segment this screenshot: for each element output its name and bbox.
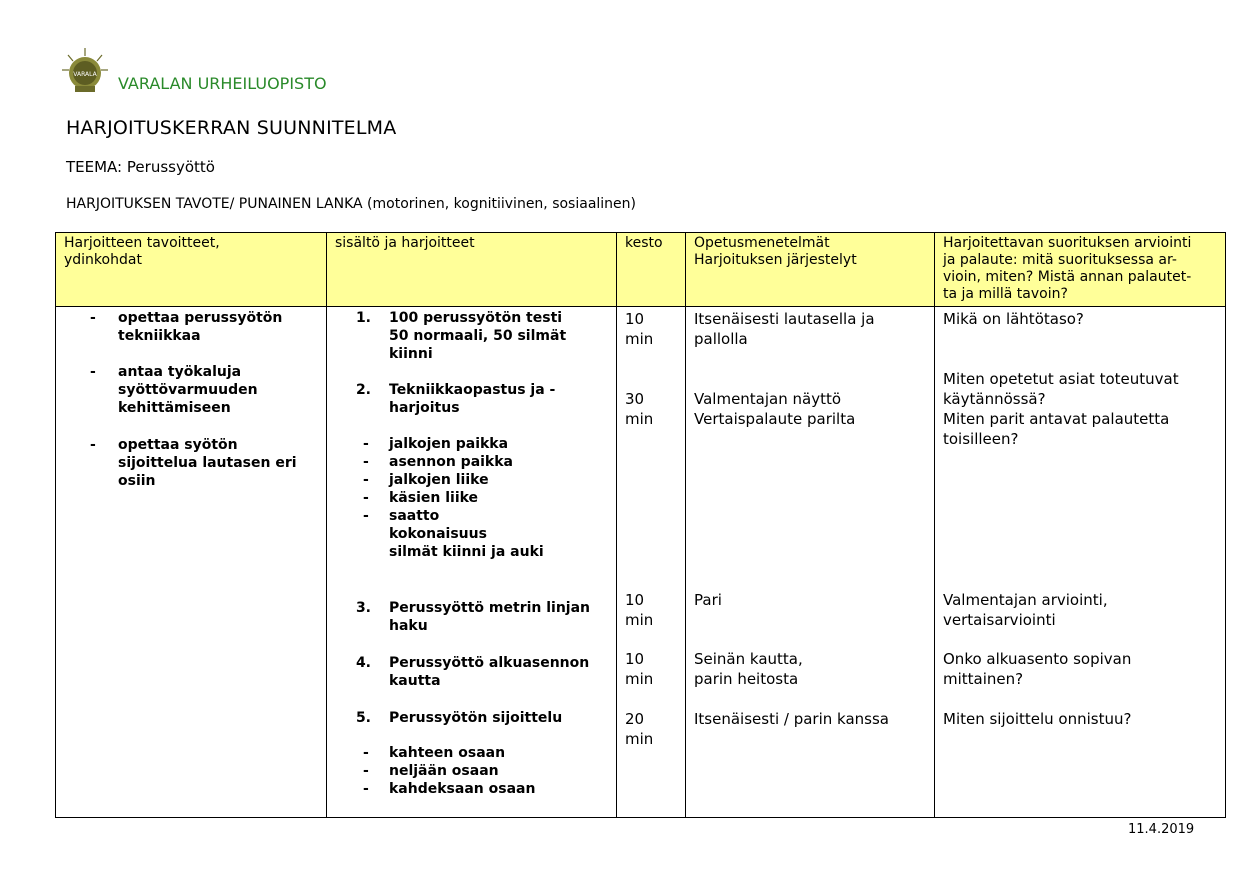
duration-value: 10 min	[625, 591, 654, 629]
table-header-row	[56, 233, 1226, 307]
header-methods: Opetusmenetelmät Harjoituksen järjestelyt	[686, 233, 935, 307]
method-text: Seinän kautta, parin heitosta	[694, 650, 803, 688]
exercise-item: 3. Perussyöttö metrin linjan haku	[355, 600, 591, 634]
header-goals: Harjoitteen tavoitteet, ydinkohdat	[56, 233, 327, 307]
organization-name: VARALAN URHEILUOPISTO	[118, 74, 327, 93]
header-assessment: Harjoitettavan suorituksen arviointi ja palaute: mitä suorituksessa ar- vioin, miten? Mistä annan palautet- ta ja millä tavoin?	[935, 233, 1226, 307]
duration-value: 30 min	[625, 390, 654, 428]
placement-list	[363, 744, 535, 798]
logo-text: VARALA	[73, 71, 97, 78]
exercise-item: 5. Perussyötön sijoittelu	[355, 710, 563, 726]
assessment-text: Mikä on lähtötaso?	[943, 310, 1084, 328]
placement-item: - kahteen osaan	[363, 745, 506, 761]
exercise-item: 4. Perussyöttö alkuasennon kautta	[355, 655, 590, 689]
duration-value: 20 min	[625, 710, 654, 748]
exercise-item: 1. 100 perussyötön testi 50 normaali, 50 silmät kiinni	[355, 310, 567, 362]
exercise-item: 2. Tekniikkaopastus ja - harjoitus	[355, 382, 556, 416]
technique-item: kokonaisuus	[389, 526, 487, 542]
technique-item: - asennon paikka	[363, 454, 514, 470]
technique-item: - käsien liike	[363, 490, 479, 506]
assessment-text: Onko alkuasento sopivan mittainen?	[943, 650, 1132, 688]
method-text: Itsenäisesti lautasella ja pallolla	[694, 310, 875, 348]
method-text: Valmentajan näyttö Vertaispalaute parilta	[694, 390, 856, 428]
technique-item: - saatto	[363, 508, 440, 524]
placement-item: - kahdeksaan osaan	[363, 781, 536, 797]
theme-value: Perussyöttö	[126, 158, 215, 176]
document-title: HARJOITUSKERRAN SUUNNITELMA	[66, 117, 397, 139]
assessment-cell	[935, 307, 1226, 818]
goal-item: - opettaa perussyötön tekniikkaa	[90, 310, 283, 344]
goals-cell	[56, 307, 327, 818]
theme-label: TEEMA:	[66, 158, 123, 176]
footer-date: 11.4.2019	[1128, 822, 1195, 837]
technique-list	[363, 435, 544, 561]
header-duration: kesto	[617, 233, 686, 307]
training-plan-table	[55, 232, 1226, 818]
goal-line: HARJOITUKSEN TAVOTE/ PUNAINEN LANKA (motorinen, kognitiivinen, sosiaalinen)	[66, 196, 637, 212]
technique-item: - jalkojen paikka	[363, 436, 509, 452]
duration-cell	[617, 307, 686, 818]
assessment-text: Valmentajan arviointi, vertaisarviointi	[943, 591, 1108, 629]
goal-item: - opettaa syötön sijoittelua lautasen eri osiin	[90, 437, 297, 489]
method-text: Pari	[694, 591, 722, 609]
theme-line	[66, 158, 215, 176]
duration-value: 10 min	[625, 650, 654, 688]
duration-value: 10 min	[625, 310, 654, 348]
assessment-text: Miten sijoittelu onnistuu?	[943, 710, 1132, 728]
method-text: Itsenäisesti / parin kanssa	[694, 710, 889, 728]
methods-cell	[686, 307, 935, 818]
goal-item: - antaa työkaluja syöttövarmuuden kehittämiseen	[90, 364, 258, 416]
header-content: sisältö ja harjoitteet	[327, 233, 617, 307]
table-body-row	[56, 307, 1226, 818]
assessment-text: Miten opetetut asiat toteutuvat käytännössä? Miten parit antavat palautetta toisilleen?	[943, 370, 1179, 448]
exercises-cell	[327, 307, 617, 818]
varala-logo	[60, 46, 110, 96]
technique-item: - jalkojen liike	[363, 472, 489, 488]
placement-item: - neljään osaan	[363, 763, 499, 779]
technique-item: silmät kiinni ja auki	[389, 544, 544, 560]
